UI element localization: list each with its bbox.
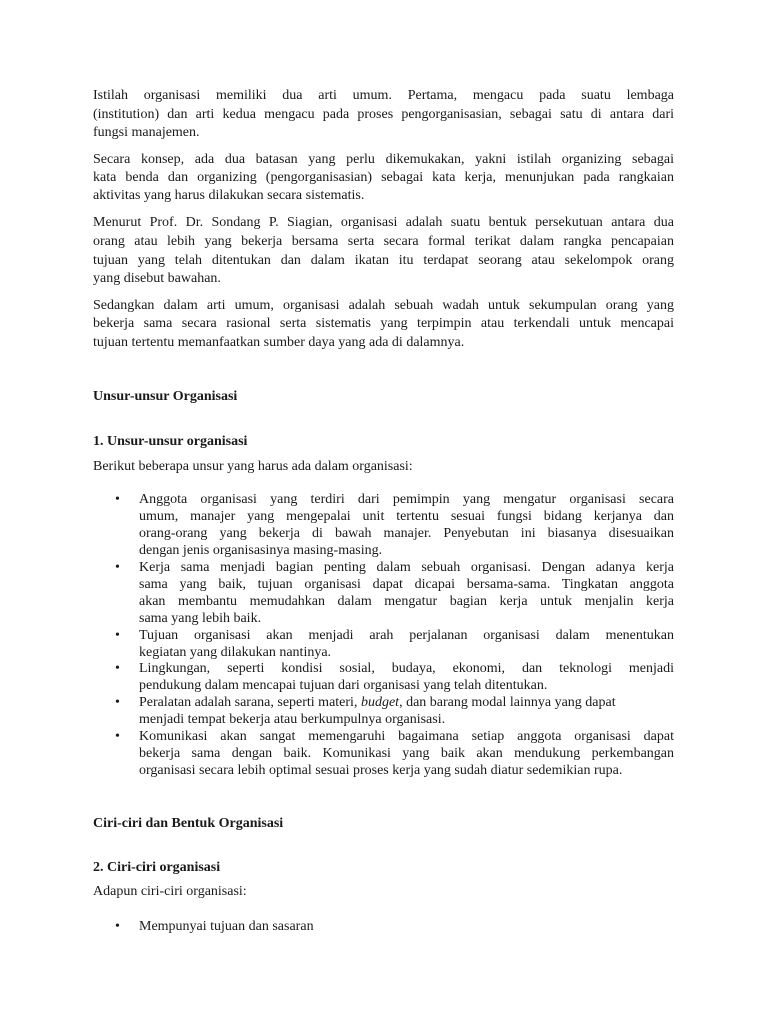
text-line: aktivitas yang harus dilakukan secara sistematis. (93, 188, 365, 203)
bullet-icon: • (115, 695, 120, 710)
text-line: Lingkungan, seperti kondisi sosial, budaya, ekonomi, dan teknologi menjadi (139, 661, 674, 676)
subsection-heading: 2. Ciri-ciri organisasi (93, 860, 221, 875)
text-line: Menurut Prof. Dr. Sondang P. Siagian, organisasi adalah suatu bentuk persekutuan antara dua (93, 215, 674, 230)
text-line: pendukung dalam mencapai tujuan dari organisasi yang telah ditentukan. (139, 678, 548, 693)
italic-term: budget (360, 695, 400, 710)
text-line: (institution) dan arti kedua mengacu pada proses pengorganisasian, sebagai satu di antara dari (93, 107, 674, 122)
text-line: tujuan tertentu memanfaatkan sumber daya yang ada di dalamnya. (93, 335, 465, 350)
bullet-icon: • (115, 560, 120, 575)
text-line: umum, manajer yang mengepalai unit tertentu sesuai fungsi bidang kerjanya dan (139, 509, 674, 524)
text-line: Istilah organisasi memiliki dua arti umum. Pertama, mengacu pada suatu lembaga (93, 88, 674, 103)
text-line: orang-orang yang bekerja di bawah manajer. Penyebutan ini biasanya disesuaikan (139, 526, 674, 541)
text-line: Sedangkan dalam arti umum, organisasi adalah sebuah wadah untuk sekumpulan orang yang (93, 298, 674, 313)
bullet-icon: • (115, 492, 120, 507)
text-line: Tujuan organisasi akan menjadi arah perjalanan organisasi dalam menentukan (139, 628, 674, 643)
text-line: orang atau lebih yang bekerja bersama serta secara formal terikat dalam rangka pencapaian (93, 234, 674, 249)
text-line: Anggota organisasi yang terdiri dari pemimpin yang mengatur organisasi secara (139, 492, 674, 507)
lead-text: Adapun ciri-ciri organisasi: (93, 884, 247, 899)
text-line: dengan jenis organisasinya masing-masing. (139, 543, 383, 558)
text-segment: Peralatan adalah sarana, seperti materi, (139, 695, 361, 710)
bullet-icon: • (115, 628, 120, 643)
section-heading: Unsur-unsur Organisasi (93, 389, 238, 404)
text-line: sama yang lebih baik. (139, 611, 262, 626)
text-line: bekerja sama dengan baik. Komunikasi yang baik akan mendukung perkembangan (139, 746, 674, 761)
text-line: akan membantu memudahkan dalam mengatur bagian kerja untuk menjalin kerja (139, 594, 674, 609)
text-line: Mempunyai tujuan dan sasaran (139, 919, 314, 934)
text-line: yang disebut bawahan. (93, 271, 221, 286)
text-segment: , dan barang modal lainnya yang dapat (399, 695, 616, 710)
text-line: Secara konsep, ada dua batasan yang perlu dikemukakan, yakni istilah organizing sebagai (93, 152, 674, 167)
lead-text: Berikut beberapa unsur yang harus ada dalam organisasi: (93, 459, 413, 474)
text-line: Kerja sama menjadi bagian penting dalam sebuah organisasi. Dengan adanya kerja (139, 560, 674, 575)
text-line: organisasi secara lebih optimal sesuai proses kerja yang sudah diatur sedemikian rupa. (139, 763, 623, 778)
bullet-icon: • (115, 729, 120, 744)
text-line: menjadi tempat bekerja atau berkumpulnya organisasi. (139, 712, 446, 727)
section-heading: Ciri-ciri dan Bentuk Organisasi (93, 816, 284, 831)
text-line: kegiatan yang dilakukan nantinya. (139, 645, 332, 660)
text-line: Komunikasi akan sangat memengaruhi bagaimana setiap anggota organisasi dapat (139, 729, 674, 744)
text-line: sama yang baik, tujuan organisasi dapat dicapai bersama-sama. Tingkatan anggota (139, 577, 674, 592)
subsection-heading: 1. Unsur-unsur organisasi (93, 434, 248, 449)
text-line (139, 695, 674, 711)
bullet-icon: • (115, 919, 120, 934)
text-line: bekerja sama secara rasional serta sistematis yang terpimpin atau terkendali untuk mencapai (93, 316, 674, 331)
text-line: kata benda dan organizing (pengorganisasian) sebagai kata kerja, menunjukan pada rangkaian (93, 170, 674, 185)
text-line: fungsi manajemen. (93, 125, 200, 140)
text-line: tujuan yang telah ditentukan dan dalam ikatan itu terdapat seorang atau sekelompok orang (93, 253, 674, 268)
bullet-icon: • (115, 661, 120, 676)
